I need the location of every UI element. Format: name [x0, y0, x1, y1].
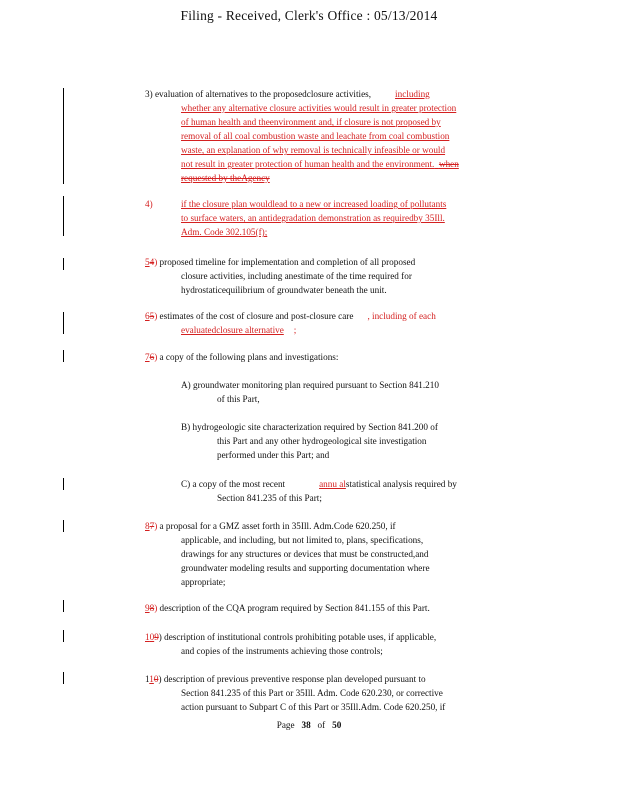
item-8-line: groundwater modeling results and supporting documentation where — [181, 563, 430, 573]
new-number: 1 — [145, 632, 150, 642]
inserted-text: including — [395, 89, 430, 99]
item-8-line: drawings for any structures or devices that must be constructed,and — [181, 549, 429, 559]
inserted-line: removal of all coal combustion waste and leachate from coal combustion — [181, 131, 450, 141]
item-8-line: applicable, and including, but not limited to, plans, specifications, — [181, 535, 424, 545]
item-10-line: description of institutional controls prohibiting potable uses, if applicable, — [164, 632, 437, 642]
filing-header: Filing - Received, Clerk's Office : 05/13/2014 — [180, 8, 438, 23]
change-bar — [63, 600, 64, 612]
new-number: 7 — [145, 352, 150, 362]
paren: ) — [154, 311, 158, 321]
new-number: 0 — [149, 632, 155, 642]
item-6-cont — [181, 323, 535, 337]
item-8-line: a proposal for a GMZ asset forth in 35Ill. Adm.Code 620.250, if — [159, 521, 396, 531]
inserted-line: of human health and theenvironment and, if closure is not proposed by — [181, 117, 441, 127]
change-bar — [63, 520, 64, 532]
item-10-cont — [181, 644, 535, 658]
item-11-line: Section 841.235 of this Part or 35Ill. Adm. Code 620.230, or corrective — [181, 688, 443, 698]
item-8-line: appropriate; — [181, 577, 226, 587]
sub-item-a — [181, 378, 535, 406]
change-bar — [63, 258, 64, 270]
inserted-text: evaluatedclosure alternative — [181, 325, 284, 335]
sub-item-line: statistical analysis required by — [345, 479, 457, 489]
page-total: 50 — [332, 720, 342, 730]
item-3-lead: 3) evaluation of alternatives to the proposedclosure activities, — [145, 89, 372, 99]
paren: ) — [154, 521, 158, 531]
item-10 — [145, 630, 535, 644]
inserted-line: whether any alternative closure activities would result in greater protection — [181, 103, 457, 113]
paren: ) — [154, 352, 158, 362]
change-bar — [63, 350, 64, 362]
old-number: 9 — [154, 632, 159, 642]
item-11-line: action pursuant to Subpart C of this Part or 35Ill.Adm. Code 620.250, if — [181, 702, 446, 712]
sub-item-b — [181, 420, 535, 462]
new-number: 1 — [149, 674, 154, 684]
new-number: 5 — [145, 257, 150, 267]
sub-item-c — [181, 477, 535, 505]
item-3-insertion — [181, 101, 535, 185]
new-number: 9 — [145, 603, 150, 613]
page-label: Page — [276, 720, 295, 730]
page-footer — [0, 720, 618, 730]
inserted-text: , including of each — [367, 311, 436, 321]
item-5 — [145, 255, 535, 269]
inserted-line: to surface waters, an antidegradation demonstration as requiredby 35Ill. — [181, 213, 445, 223]
paren: ) — [158, 674, 162, 684]
inserted-line: Adm. Code 302.105(f); — [181, 227, 268, 237]
new-number: 8 — [145, 521, 150, 531]
old-number: 4 — [149, 257, 155, 267]
sub-item-line: of this Part, — [217, 394, 260, 404]
item-6-text: estimates of the cost of closure and post-closure care — [159, 311, 354, 321]
item-6 — [145, 309, 535, 323]
item-11 — [145, 672, 535, 686]
sub-item-line: A) groundwater monitoring plan required pursuant to Section 841.210 — [181, 380, 439, 390]
item-7 — [145, 350, 535, 364]
paren: ) — [154, 603, 158, 613]
inserted-text: ; — [293, 325, 297, 335]
sub-item-line: this Part and any other hydrogeological site investigation — [217, 436, 427, 446]
item-8-cont — [181, 533, 535, 589]
item-11-cont — [181, 686, 535, 714]
old-number: 6 — [149, 352, 155, 362]
item-11-line: description of previous preventive response plan developed pursuant to — [163, 674, 426, 684]
deleted-text: requested by theAgency — [181, 173, 270, 183]
item-5-line: hydrostaticequilibrium of groundwater beneath the unit. — [181, 285, 387, 295]
item-5-cont — [181, 269, 535, 297]
paren: ) — [158, 632, 162, 642]
item-5-line: proposed timeline for implementation and completion of all proposed — [159, 257, 416, 267]
new-number: 6 — [145, 311, 150, 321]
change-bar — [63, 478, 64, 490]
number-digit: 1 — [145, 674, 150, 684]
change-bar — [63, 196, 64, 236]
change-bar — [63, 312, 64, 334]
paren: ) — [154, 257, 158, 267]
deleted-text: when — [438, 159, 459, 169]
page-number: 38 — [301, 720, 311, 730]
item-9 — [145, 601, 535, 615]
old-number: 7 — [149, 521, 155, 531]
sub-item-line: C) a copy of the most recent — [181, 479, 286, 489]
old-number: 8 — [149, 603, 155, 613]
inserted-line: waste, an explanation of why removal is technically infeasible or would — [181, 145, 446, 155]
change-bar — [63, 672, 64, 684]
item-8 — [145, 519, 535, 533]
change-bar — [63, 630, 64, 642]
inserted-text: annu al — [319, 479, 346, 489]
change-bar — [63, 88, 64, 184]
item-9-text: description of the CQA program required by Section 841.155 of this Part. — [159, 603, 430, 613]
sub-item-line: Section 841.235 of this Part; — [217, 493, 322, 503]
old-number: 5 — [149, 311, 155, 321]
item-10-line: and copies of the instruments achieving those controls; — [181, 646, 383, 656]
item-4-number: 4) — [145, 199, 153, 209]
item-4 — [181, 197, 535, 239]
item-5-line: closure activities, including anestimate of the time required for — [181, 271, 412, 281]
item-3 — [145, 87, 535, 101]
old-number: 0 — [153, 674, 159, 684]
inserted-line: if the closure plan wouldlead to a new or increased loading of pollutants — [181, 199, 447, 209]
sub-item-line: performed under this Part; and — [217, 450, 330, 460]
item-7-text: a copy of the following plans and investigations: — [159, 352, 339, 362]
sub-item-line: B) hydrogeologic site characterization required by Section 841.200 of — [181, 422, 438, 432]
page-of: of — [317, 720, 326, 730]
inserted-line: not result in greater protection of human health and the environment. — [181, 159, 435, 169]
